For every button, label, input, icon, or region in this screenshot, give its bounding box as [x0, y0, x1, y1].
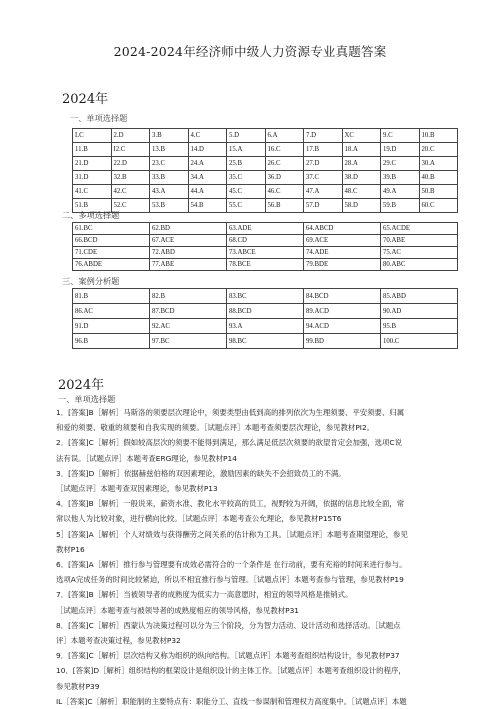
- answer-cell: 2.D: [111, 129, 150, 143]
- answer-cell: 65.ACDE: [381, 223, 458, 235]
- explanation-line: 选项A完成任务的时间比较紧迫，所以不相宜推行参与管理。［试题点评］本题考查参与管理，参见教材P19: [56, 575, 404, 585]
- answer-cell: 91.D: [73, 319, 150, 334]
- answer-cell: 41.C: [73, 185, 112, 199]
- answer-cell: 85.ABD: [381, 289, 458, 304]
- answer-cell: 48.C: [342, 185, 381, 199]
- explanation-line: IL［答案]C［解析］职能制的主要特点有：职能分工、直线一参谋制和管理权力高度集中。［试题点评］本题: [56, 696, 407, 706]
- answer-cell: 3.B: [150, 129, 189, 143]
- answer-cell: 95.B: [381, 319, 458, 334]
- explanation-line: 参见教材P39: [56, 681, 100, 691]
- answer-cell: 20.C: [419, 143, 458, 157]
- single-choice-answer-table: [72, 128, 458, 213]
- answer-cell: I2.C: [111, 143, 150, 157]
- single-choice-heading-2: 一、单项选择题: [58, 394, 116, 404]
- explanation-line: 评］本题考查决策过程，参见教材P32: [56, 636, 181, 646]
- answer-cell: 6.A: [265, 129, 304, 143]
- answer-cell: 72.ABD: [150, 247, 227, 259]
- explanation-line: 3．[答案]D［解析］依据赫兹伯格的双因素理论，激励因素的缺失不会招致员工的不满。: [56, 468, 346, 478]
- answer-cell: 97.BC: [150, 334, 227, 349]
- table-row: [73, 319, 458, 334]
- answer-cell: 21.D: [73, 157, 112, 171]
- answer-cell: 18.A: [342, 143, 381, 157]
- answer-explanations: [56, 405, 460, 709]
- single-choice-heading-1: 一、单项选择题: [70, 113, 128, 123]
- explanation-line: 和爱的须要、敬重的须要和自我实现的须要。［试题点评］本题考查须要层次理论，参见教材PI2。: [56, 423, 375, 433]
- answer-cell: 89.ACD: [304, 304, 381, 319]
- answer-cell: 92.AC: [150, 319, 227, 334]
- answer-cell: 87.BCD: [150, 304, 227, 319]
- answer-cell: 39.B: [381, 171, 420, 185]
- answer-cell: 5.D: [227, 129, 266, 143]
- multi-choice-answer-table: [72, 222, 458, 271]
- answer-cell: 52.C: [111, 199, 150, 213]
- answer-cell: 77.ABE: [150, 259, 227, 271]
- answer-cell: 7.D: [304, 129, 343, 143]
- document-title: 2024-2024年经济师中级人力资源专业真题答案: [113, 44, 387, 59]
- answer-cell: 62.BD: [150, 223, 227, 235]
- answer-cell: 13.B: [150, 143, 189, 157]
- answer-cell: 55.C: [227, 199, 266, 213]
- answer-cell: 75.AC: [381, 247, 458, 259]
- answer-cell: 90.AD: [381, 304, 458, 319]
- explanation-line: 4．[答案]B［解析］一般说来，薪资水准、教化水平较高的员工，视野较为开阔，依据的信息比较全面，常: [56, 499, 405, 509]
- answer-cell: 37.C: [304, 171, 343, 185]
- answer-cell: 66.BCD: [73, 235, 150, 247]
- answer-cell: 80.ABC: [381, 259, 458, 271]
- answer-cell: 99.BD: [304, 334, 381, 349]
- explanation-line: 5］[答案]A［解析］个人对绩效与获得酬劳之间关系的估计称为工具。［试题点评］本题考查期望理论，参见: [56, 529, 408, 539]
- explanation-line: 1．[答案]B［解析］马斯洛的须要层次理论中，须要类型由低到高的排列依次为生理须要、平安须要、归属: [56, 408, 405, 417]
- answer-cell: 86.AC: [73, 304, 150, 319]
- answer-cell: 64.ABCD: [304, 223, 381, 235]
- answer-cell: 94.ACD: [304, 319, 381, 334]
- answer-cell: 10.B: [419, 129, 458, 143]
- year-heading-1: 2024年: [62, 92, 109, 107]
- answer-cell: LC: [73, 129, 112, 143]
- table-row: [73, 247, 458, 259]
- answer-cell: 69.ACE: [304, 235, 381, 247]
- answer-cell: 98.BC: [227, 334, 304, 349]
- answer-cell: 61.BC: [73, 223, 150, 235]
- table-row: [73, 185, 458, 199]
- answer-cell: 50.B: [419, 185, 458, 199]
- answer-cell: 84.BCD: [304, 289, 381, 304]
- explanation-line: 6．[答案]A［解析］推行参与管理要有成效必需符合的一个条件是 在行动前，要有充裕的时间来进行参与。: [56, 560, 407, 570]
- answer-cell: 53.B: [150, 199, 189, 213]
- answer-cell: 96.B: [73, 334, 150, 349]
- answer-cell: 82.B: [150, 289, 227, 304]
- year-heading-2: 2024年: [58, 378, 105, 393]
- explanation-line: 法有误。［试题点评］本题考查ERG理论，参见教材P14: [56, 453, 237, 463]
- answer-cell: 15.A: [227, 143, 266, 157]
- answer-cell: 34.A: [188, 171, 227, 185]
- answer-cell: 54.B: [188, 199, 227, 213]
- answer-cell: 59.B: [381, 199, 420, 213]
- answer-cell: 78.BCE: [227, 259, 304, 271]
- answer-cell: 16.C: [265, 143, 304, 157]
- answer-cell: 17.B: [304, 143, 343, 157]
- answer-cell: 60.C: [419, 199, 458, 213]
- answer-cell: 45.C: [227, 185, 266, 199]
- answer-cell: 73.ABCE: [227, 247, 304, 259]
- table-row: [73, 129, 458, 143]
- answer-cell: 38.D: [342, 171, 381, 185]
- table-row: [73, 157, 458, 171]
- answer-cell: 63.ADE: [227, 223, 304, 235]
- answer-cell: 76.ABDE: [73, 259, 150, 271]
- answer-cell: 44.A: [188, 185, 227, 199]
- answer-cell: 83.BC: [227, 289, 304, 304]
- explanation-line: 2．[答案]C［解析］假如较高层次的须要不能得到满足，那么满足低层次须要的欲望肯定会加强，选项C说: [56, 438, 402, 448]
- answer-cell: 24.A: [188, 157, 227, 171]
- answer-cell: 88.BCD: [227, 304, 304, 319]
- answer-cell: 58.D: [342, 199, 381, 213]
- answer-cell: 26.C: [265, 157, 304, 171]
- answer-cell: 93.A: [227, 319, 304, 334]
- explanation-line: 8．[答案]C［解析］西蒙认为决策过程可以分为三个阶段，分为智力活动、设计活动和选择活动。［试题点: [56, 620, 401, 630]
- answer-cell: 81.B: [73, 289, 150, 304]
- case-analysis-heading: 三、案例分析题: [62, 276, 120, 286]
- answer-cell: 68.CD: [227, 235, 304, 247]
- answer-cell: 57.D: [304, 199, 343, 213]
- answer-cell: 43.A: [150, 185, 189, 199]
- answer-cell: 25.B: [227, 157, 266, 171]
- explanation-line: 7．[答案]B［解析］当被领导者的成熟度为低实力一高意愿时，相宜的领导风格是推销式。: [56, 590, 353, 600]
- table-row: [73, 334, 458, 349]
- explanation-line: 9．[答案]C［解析］层次结构又称为组织的纵向结构。［试题点评］本题考查组织结构设计，参见教材P37: [56, 651, 400, 661]
- explanation-line: 10．[答案]D［解析］组织结构的框架设计是组织设计的主体工作。［试题点评］本题考查组织设计的程序，: [56, 666, 406, 676]
- answer-cell: 22.D: [111, 157, 150, 171]
- answer-cell: 19.D: [381, 143, 420, 157]
- answer-cell: 14.D: [188, 143, 227, 157]
- answer-cell: 27.D: [304, 157, 343, 171]
- table-row: [73, 304, 458, 319]
- table-row: [73, 199, 458, 213]
- table-row: [73, 223, 458, 235]
- answer-cell: 70.ABE: [381, 235, 458, 247]
- answer-cell: 47.A: [304, 185, 343, 199]
- explanation-line: ［试题点评］本题考查与被领导者的成熟度相应的领导风格，参见教材P31: [56, 605, 299, 615]
- answer-cell: 28.A: [342, 157, 381, 171]
- answer-cell: 31.D: [73, 171, 112, 185]
- answer-cell: 79.BDE: [304, 259, 381, 271]
- answer-cell: 30.A: [419, 157, 458, 171]
- explanation-line: 常以他人为比较对象，进行横向比较。［试题点评］本题考查公允理论，参见教材P15T6: [56, 514, 342, 524]
- answer-cell: 32.B: [111, 171, 150, 185]
- answer-cell: 4.C: [188, 129, 227, 143]
- answer-cell: 56.B: [265, 199, 304, 213]
- answer-cell: 29.C: [381, 157, 420, 171]
- answer-cell: 35.C: [227, 171, 266, 185]
- explanation-line: ［试题点评］本题考查双因素理论，参见教材P13: [56, 484, 218, 494]
- table-row: [73, 259, 458, 271]
- answer-cell: 100.C: [381, 334, 458, 349]
- answer-cell: 42.C: [111, 185, 150, 199]
- table-row: [73, 143, 458, 157]
- explanation-line: 教材P16: [56, 544, 85, 554]
- table-row: [73, 171, 458, 185]
- answer-cell: 36.D: [265, 171, 304, 185]
- multi-choice-heading: 二、多项选择题: [62, 210, 120, 220]
- answer-cell: 33.B: [150, 171, 189, 185]
- answer-cell: 51.B: [73, 199, 112, 213]
- answer-cell: 23.C: [150, 157, 189, 171]
- answer-cell: XC: [342, 129, 381, 143]
- answer-cell: 71.CDE: [73, 247, 150, 259]
- answer-cell: 49.A: [381, 185, 420, 199]
- answer-cell: 11.B: [73, 143, 112, 157]
- case-analysis-answer-table: [72, 288, 458, 349]
- answer-cell: 40.B: [419, 171, 458, 185]
- table-row: [73, 235, 458, 247]
- answer-cell: 74.ADE: [304, 247, 381, 259]
- answer-cell: 67.ACE: [150, 235, 227, 247]
- answer-cell: 9.C: [381, 129, 420, 143]
- answer-cell: 46.C: [265, 185, 304, 199]
- table-row: [73, 289, 458, 304]
